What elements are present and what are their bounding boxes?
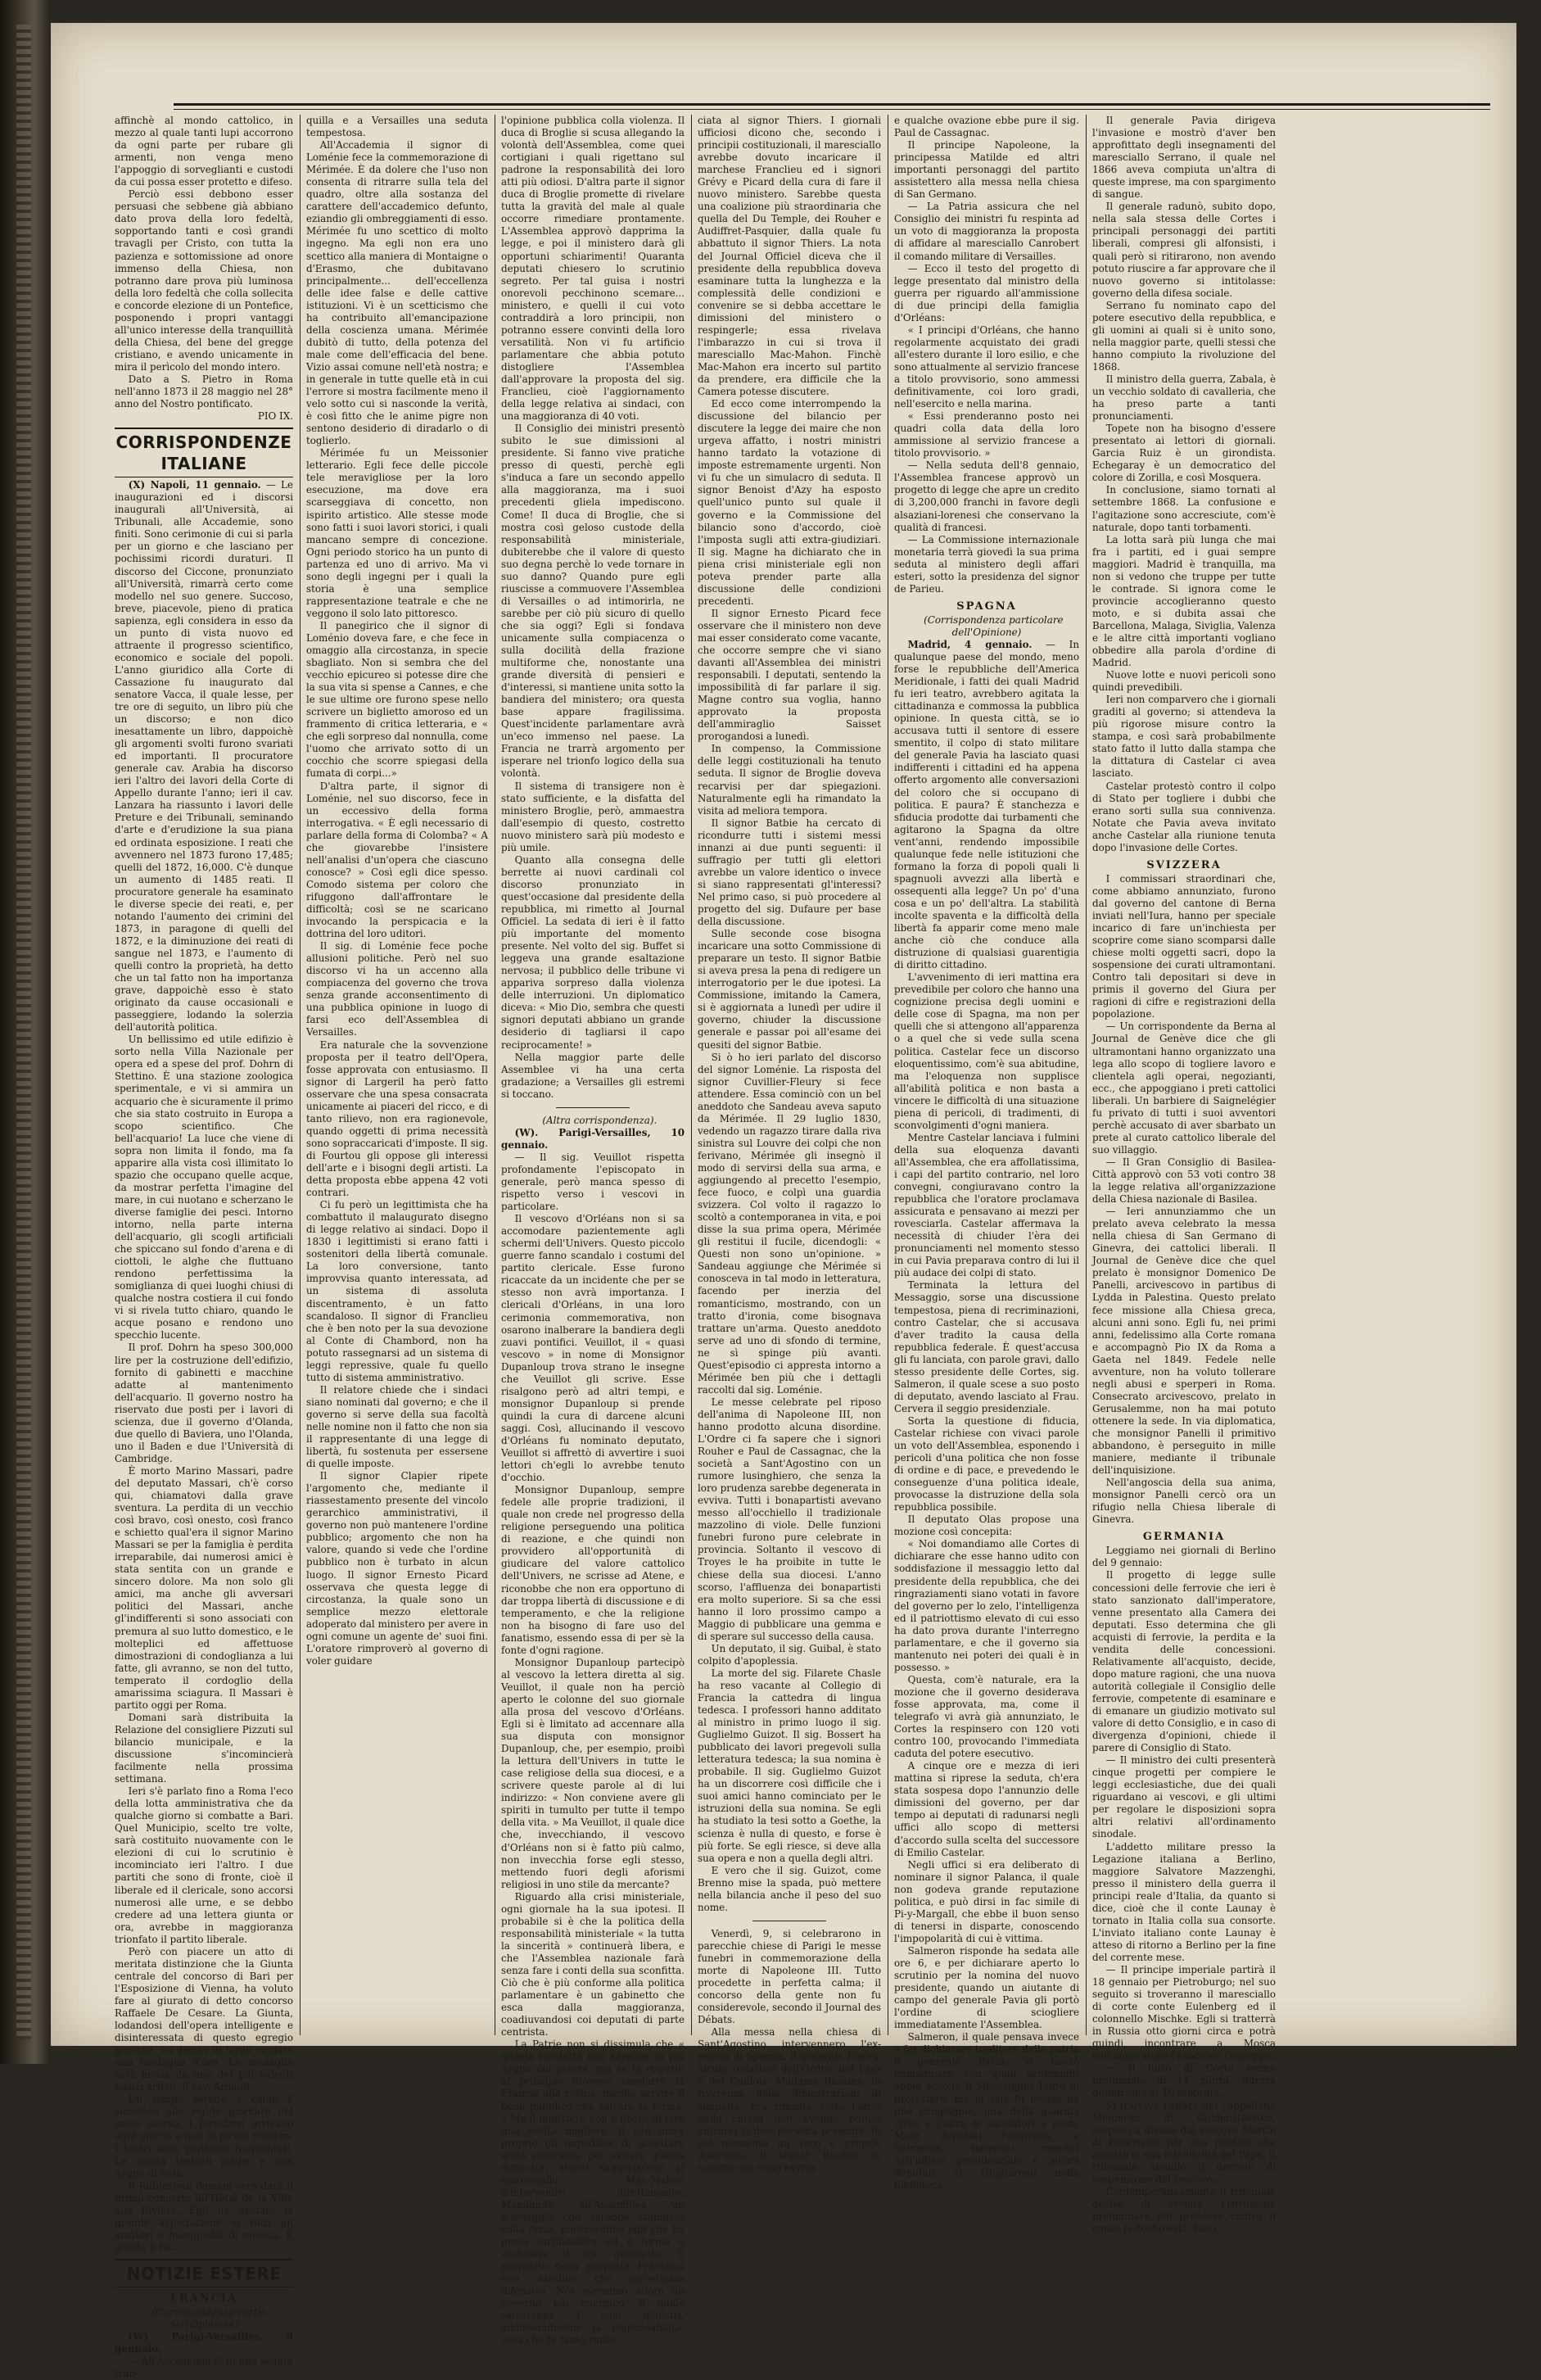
signature: PIO IX. (257, 410, 293, 423)
paragraph: Domani sarà distribuita la Relazione del consigliere Pizzuti sul bilancio municipale, e la discussione s'incomincierà facilmente nella prossima settimana. (115, 1711, 293, 1785)
paragraph: È morto Marino Massari, padre del deputato Massari, ch'è corso qui, chiamatovi dalla grave sventura. La perdita di un vecchio così bravo, così onesto, così franco e schietto qual'era il signor Marino Massari se per la famiglia è perdita irreparabile, dai numerosi amici è stata sentita con un grande e sincero dolore. Ma non solo gli amici, ma anche gli avversari politici del Massari, anche gl'indifferenti si sono associati con premura al suo lutto domestico, e le molteplici ed affettuose dimostrazioni di condoglianza a lui fatte, gli avranno, se non del tutto, temperato il cordoglio della amarissima sciagura. Il Massari è partito oggi per Roma. (115, 1464, 293, 1711)
paragraph: A cinque ore e mezza di ieri mattina si riprese la seduta, ch'era stata sospesa dopo l'annunzio delle dimissioni del governo, per dar tempo ai deputati di radunarsi negli uffici allo scopo di mettersi d'accordo sulla scelta del successore di Emilio Castelar. (894, 1760, 1079, 1858)
paragraph: — Ecco il testo del progetto di legge presentato dal ministro della guerra per riguardo all'ammissione di due principi della famiglia d'Orléans: (894, 262, 1079, 324)
paragraph: Il generale Pavia dirigeva l'invasione e mostrò d'aver ben approfittato degli insegnamenti del maresciallo Serrano, il quale nel 1866 aveva compiuta un'altra di queste imprese, ma con spargimento di sangue. (1092, 115, 1276, 201)
paragraph: Monsignor Dupanloup partecipò al vescovo la lettera diretta al sig. Veuillot, il quale non ha perciò aperto le colonne del suo giornale alla prosa del vescovo d'Orléans. Egli si è limitato ad accennare alla sua disputa con monsignor Dupanloup, che, per esempio, proibì la lettura dell'Univers in tutte le case religiose della sua diocesi, e a scrivere queste parole al di lui indirizzo: « Non conviene avere gli spiriti in tumulto per tutte il tempo della vita. » Ma Veuillot, il quale dice che, invecchiando, il vescovo d'Orléans non si è fatto più calmo, non invecchia forse egli stesso, mettendo fuori degli aforismi religiosi in uno stile da mercante? (501, 1656, 685, 1890)
subheading: (Corrispondenza particolare dell'Opinione) (924, 613, 1064, 638)
paragraph: Contemporaneamente il tribunale decise di avviare l'istruzione preliminare del processo contro il conte Ledochowski. Esso (1092, 2185, 1276, 2234)
column-rule (300, 115, 301, 2035)
paragraph: Il Consiglio dei ministri presentò subito le sue dimissioni al presidente. Si fanno vive pratiche presso di questi, perchè egli s'induca a fare un secondo appello alla maggioranza, ma i suoi precedenti gliela impediscono. Come! Il duca di Broglie, che si mostra così geloso custode della responsabilità ministeriale, dubiterebbe che il valore di questo suo degna perchè lo vede tornare in suo danno? Quando pure egli riuscisse a commuovere l'Assemblea di Versailles o ad intimorirla, ne sarebbe per ciò più sicuro di quello che sia oggi? Egli si fondava unicamente sulla compiacenza o sulla docilità della frazione multiforme che, nonostante una grande diversità di pensieri e d'interessi, si mantiene unita sotto la bandiera del ministero; ora questa base appare fragilissima. Quest'incidente parlamentare avrà un'eco immenso nel paese. La Francia ne trarrà argomento per isperare nel trionfo logico della sua volontà. (501, 423, 685, 780)
paragraph: Questa, com'è naturale, era la mozione che il governo desiderava fosse approvata, ma, come il telegrafo vi avrà già annunziato, le Cortes la respinsero con 120 voti contro 100, provocando l'immediata caduta del potere esecutivo. (894, 1673, 1079, 1760)
column-5 (894, 115, 1079, 2191)
paragraph: — In qualunque paese del mondo, meno forse le repubbliche dell'America Meridionale, i fatti dei quali Madrid fu ieri teatro, avrebbero agitata la cittadinanza e commossa la pubblica opinione. In questa città, se io accusava tutti il sentore di essere smentito, il colpo di stato militare del generale Pavia ha lasciato quasi indifferenti i cittadini ed ha appena offerto argomento alle conversazioni del coloro che si occupano di politica. E paura? È stanchezza e sfiducia prodotte dai turbamenti che agitarono la Spagna da oltre vent'anni, rendendo impossibile qualunque fede nelle istituzioni che formano la forza di popoli quali li spagnuoli avvezzi alla libertà e ossequenti alla legge? Un po' d'una cosa e un po' dell'altra. La stabilità incolte spaventa e la difficoltà della libertà fa apparir come meno male anche ciò che conduce alla distruzione di qualsiasi guarentigia di diritto cittadino. (894, 638, 1079, 971)
paragraph: Quanto alla consegna delle berrette ai nuovi cardinali col discorso pronunziato in quest'occasione dal presidente della repubblica, mi rimetto al Journal Officiel. La sedata di ieri è il fatto più importante del momento presente. Nel volto del sig. Buffet si leggeva una grande esaltazione nervosa; il pubblico delle tribune vi appariva sorpreso dalla violenza delle interruzioni. Un diplomatico diceva: « Mio Dio, sembra che questi signori deputati abbiano un grande desiderio di tagliarsi il capo reciprocamente! » (501, 853, 685, 1051)
paragraph: Il vescovo d'Orléans non si sa accomodare pazientemente agli schermi dell'Univers. Questo piccolo guerre fanno scandalo i costumi del partito clericale. Esse furono ricaccate da un incidente che per se stesso non avrà importanza. I clericali d'Orléans, in una loro cerimonia commemorativa, non osarono inalberare la bandiera degli zuavi pontifici. Veuillot, il « quasi vescovo » in nome di Monsignor Dupanloup trova strano le insegne che Veuillot gli scrive. Esse risalgono però ad altri tempi, e monsignor Dupanloup si prende quindi la cura di darcene alcuni saggi. Così, allucinando il vescovo d'Orléans fu nominato deputato, Veuillot si affrettò di avvertire i suoi lettori ch'egli lo avrebbe tenuto d'occhio. (501, 1213, 685, 1484)
paragraph: Dato a S. Pietro in Roma nell'anno 1873 il 28 maggio nel 28° anno del Nostro pontificato. (115, 373, 293, 410)
paragraph: — Il Gran Consiglio di Basilea-Città approvò con 53 voti contro 38 la legge relativa all'organizzazione della Chiesa nazionale di Basilea. (1092, 1156, 1276, 1206)
paragraph: Nell'angoscia della sua anima, monsignor Panelli cercò ora un rifugio nella Chiesa liberale di Ginevra. (1092, 1477, 1276, 1526)
paragraph: — Nella seduta dell'8 gennaio, l'Assemblea francese approvò un progetto di legge che apre un credito di 3,200,000 franchi in favore degli alsaziani-lorenesi che conservano la qualità di francesi. (894, 459, 1079, 533)
paragraph: Serrano fu nominato capo del potere esecutivo della repubblica, e gli uomini ai quali si è unito sono, nella maggior parte, quelli stessi che hanno compiuto la rivoluzione del 1868. (1092, 299, 1276, 373)
country-heading: FRANCIA (169, 2292, 238, 2305)
column-rule (691, 115, 692, 2035)
paragraph: — Il lutto di Corte venne prolungato di 14 giorni, durerà quindi sino al 10 febbraio. (1092, 2062, 1276, 2099)
paragraph: In conclusione, siamo tornati al settembre 1868. La confusione e l'agitazione sono accresciute, com'è naturale, dopo tanti torbamenti. (1092, 484, 1276, 533)
paragraph: Un tempo sereno e caldo è successo alle rigide giornate del mese scorso. I forestieri arrivano ogni giorno e non in piccol numero. I teatri sono piuttosto frequentati. Le novità teatrali poche e non degne di nota. (115, 2093, 293, 2179)
paragraph: quilla e a Versailles una seduta tempestosa. (306, 115, 488, 139)
country-heading: SPAGNA (956, 600, 1017, 613)
dateline: (W). Parigi-Versailles, 10 gennaio. (501, 1126, 685, 1151)
paragraph: Si ò ho ieri parlato del discorso del signor Loménie. La risposta del signor Cuvillier-Fleury si fece attendere. Essa cominciò con un bel aneddoto che Sandeau aveva saputo da Mérimée. Il 29 luglio 1830, vedendo un ragazzo tirare dalla riva sinistra sul Louvre dei colpi che non ferivano, Mérimée gli insegnò il modo di servirsi della sua arma, e aggiungendo al precetto l'esempio, fece fuoco, e colpì una guardia svizzera. Col volto il ragazzo lo scoltò a contemporanea in vita, e poi disse la sua prima opera, Mérimée gli restitui il fucile, dicendogli: « Questi non sono un'opinione. » Sandeau aggiunge che Mérimée si conosceva in tal modo in letteratura, facendo per inerzia del romanticismo, mostrando, con un tratto d'ironia, come bisognava trattare un'arma. Questo aneddoto serve ad uno di sfondo di termine, ne sì spinge più avanti. Quest'episodio ci appresta intorno a Mérimée ben più che i dettagli raccolti dal sig. Loménie. (698, 1051, 881, 1396)
paragraph: Perciò essi debbono esser persuasi che sebbene già abbiano dato prova della loro fedeltà, sopportando tanti e così grandi travagli per Cristo, con tutta la pazienza e sottomissione ad onore immenso della Chiesa, non potranno dare prova più luminosa della loro fedeltà che colla sollecita e concorde elezione di un Pontefice, posponendo i propri vantaggi all'unico interesse della tranquillità della Chiesa, del bene del gregge cristiano, e avendo unicamente in mira il perìcolo del mondo intero. (115, 188, 293, 373)
paragraph: — La Commissione internazionale monetaria terrà giovedì la sua prima seduta al ministero degli affari esteri, sotto la presidenza del signor de Parieu. (894, 533, 1079, 595)
header-rule (174, 103, 1490, 106)
paragraph: Si trattava l'affare del cappellano Mönnicke di Guldenstaetten, sospeso a divinis dal vescovo Martin di Paderborn per una predica che accettò la sua infallibilità del Papa. Il tribunale annullò il decreto di sospensione del vescovo. (1092, 2099, 1276, 2185)
paragraph: Mérimée fu un Meissonier letterario. Egli fece delle piccole tele meravigliose per la loro esecuzione, ma dove era scarseggiava di concetto, non ispirito artistico. Alle stesse mode sono fatti i suoi lavori storici, i quali mancano sempre di concezione. Ogni periodo storico ha un punto di partenza ed uno di arrivo. Ma vi sono degli ingegni per i quali la storia è una semplice rappresentazione teatrale e che ne veggono il solo lato pittoresco. (306, 447, 488, 619)
paragraph: Il progetto di legge sulle concessioni delle ferrovie che ieri è stato sanzionato dall'imperatore, venne presentato alla Camera dei deputati. Esso determina che gli acquisti di ferrovie, la perdita e la vendita delle concessioni. Relativamente all'acquisto, decide, dopo mature ragioni, che una nuova autorità collegiale il Consiglio delle ferrovie, competente di esaminare e di emanare un giudizio motivato sul valore di detto Consiglio, e in caso di divergenza d'opinioni, chiede il parere di Consiglio di Stato. (1092, 1569, 1276, 1754)
paragraph: Le messe celebrate pel riposo dell'anima di Napoleone III, non hanno prodotto alcuna disordine. L'Ordre ci fa sapere che i signori Rouher e Paul de Cassagnac, che la società a Sant'Agostino con un rumore lusinghiero, che senza la loro prudenza sarebbe degenerata in evviva. Tutti i bonapartisti avevano messo all'occhiello il tradizionale mazzolino di viole. Delle funzioni funebri furono pure celebrate in provincia. Soltanto il vescovo di Troyes le ha proibite in tutte le chiese della sua diocesi. L'anno scorso, l'affluenza dei bonapartisti era molto superiore. Si sa che essi hanno il loro prossimo campo a Maggio di pubblicare una gemma e di sperare sul successo della causa. (698, 1396, 881, 1642)
dateline: (W) Parigi-Versailles, 9 gennaio. (115, 2331, 293, 2355)
paragraph: Il signor Clapier ripete l'argomento che, mediante il riassestamento presente del vincolo gerarchico amministrativi, il governo non può mantenere l'ordine pubblico; argomento che non ha valore, quando si vede che l'ordine pubblico non è turbato in alcun luogo. Il signor Ernesto Picard osservava che questa legge di circostanza, la quale sono un semplice mezzo elettorale adoperato dal ministero per avere in ogni comune un agente de' suoi fini. L'oratore rimproverò al governo di voler guidare (306, 1470, 488, 1667)
paragraph: Nuove lotte e nuovi pericoli sono quindi prevedibili. (1092, 669, 1276, 694)
paragraph: Però con piacere un atto di meritata distinzione che la Giunta centrale del concorso di Bari per l'Esposizione di Vienna, ha voluto fare al giurato di detto concorso Raffaele De Cesare. La Giunta, lodandosi dell'opera intelligente e disinteressata di questo egregio giovane, ha deciso di fargli coniare una medaglia d'oro. La medaglia sarà incisa da uno dei più valenti nostri artisti, il cav. Arnaud. (115, 1945, 293, 2093)
paragraph: e qualche ovazione ebbe pure il sig. Paul de Cassagnac. (894, 115, 1079, 139)
paragraph: Il relatore chiede che i sindaci siano nominati dal governo; e che il governo si serve della sua facoltà nelle nomine non il fatto che non sia il rappresentante di una legge di libertà, fu sostenuta per essersene di quelle imposte. (306, 1383, 488, 1470)
paragraph: La lotta sarà più lunga che mai fra i partiti, ed i guai sempre maggiori. Madrid è tranquilla, ma non si vedono che truppe per tutte le contrade. Si ignora come le provincie accoglieranno questo moto, e si dubita assai che Barcellona, Malaga, Siviglia, Valenza e le altre città importanti vogliano obbedire alla parola d'ordine di Madrid. (1092, 533, 1276, 669)
paragraph: Il signor Ernesto Picard fece osservare che il ministero non deve mai esser considerato come vacante, che occorre sempre che vi siano davanti all'Assemblea dei ministri responsabili. I deputati, sentendo la impossibilità di far parlare il sig. Magne contro sua voglia, hanno approvato la proposta dell'ammiraglio Saisset prorogandosi a lunedì. (698, 607, 881, 743)
paragraph: Il prof. Dohrn ha speso 300,000 lire per la costruzione dell'edifizio, fornito di gabinetti e macchine adatte al mantenimento dell'acquario. Il governo nostro ha riservato due posti per i lavori di scienza, due il governo d'Olanda, due quello di Baviera, uno l'Olanda, uno il Baden e due l'Università di Cambridge. (115, 1342, 293, 1464)
paragraph: l'opinione pubblica colla violenza. Il duca di Broglie si scusa allegando la volontà dell'Assemblea, come quei cortigiani i quali rigettano sul padrone la responsabilità dei loro atti più odiosi. D'altra parte il signor duca di Broglie promette di rivelare tutta la gravità del male al quale occorre rimediare prontamente. L'Assemblea approvò dapprima la legge, e poi il ministero darà gli opportuni schiarimenti! Quaranta deputati chiesero lo scrutinio segreto. Per tal guisa i nostri onorevoli pecchinono scemare... ministero, e quelli il cui voto contraddirà a loro principii, non potranno essere convinti della loro versatilità. Non vi fu artificio parlamentare che abbia potuto distogliere l'Assemblea dall'approvare la proposta del sig. Franclieu, cioè l'aggiornamento della legge relativa ai sindaci, con una maggioranza di 40 voti. (501, 115, 685, 423)
paragraph: La morte del sig. Filarete Chasle ha reso vacante al Collegio di Francia la cattedra di lingua tedesca. I professori hanno additato al ministro in primo luogo il sig. Guglielmo Guizot. Il sig. Bossert ha pubblicato dei lavori pregevoli sulla letteratura tedesca; la sua nomina è probabile. Il sig. Guglielmo Guizot ha un discorrere così difficile che i suoi amici hanno cominciato per le istruzioni della sua nomina. Se egli ha studiato la tesi sotto a Goethe, la scienza è nulla di questo, e forse è più forte. Se egli riesce, si deve alla sua opera e non a quella degli altri. (698, 1667, 881, 1864)
column-6 (1092, 115, 1276, 2234)
paragraph: I commissari straordinari che, come abbiamo annunziato, furono dal governo del cantone di Berna inviati nell'Iura, hanno per speciale incarico di fare un'inchiesta per scoprire come siano scomparsi dalle chiese molti oggetti sacri, dopo la sospensione dei curati ultramontani. Contro tali depositari si deve in primis il governo del Giura per ragioni di cifre e registrazioni della popolazione. (1092, 872, 1276, 1020)
book-binding (0, 0, 49, 2064)
paragraph: Riguardo alla crisi ministeriale, ogni giornale ha la sua ipotesi. Il probabile si è che la politica della responsabilità ministeriale « la tutta la sincerità » continuerà libera, e che l'Assemblea nazionale farà senza fare i conti della sua sconfitta. Ciò che è più conforme alla politica parlamentare è un gabinetto che esca dalla maggioranza, coadiuvandosi coi deputati di parte centrista. (501, 1890, 685, 2038)
paragraph: Il principe Napoleone, la principessa Matilde ed altri importanti personaggi del partito assistettero alla messa nella chiesa di San Germano. (894, 139, 1079, 201)
paragraph: Topete non ha bisogno d'essere presentato ai lettori di giornali. Garcia Ruiz è un girondista. Echegaray è un democratico del colore di Zorilla, e così Mosquera. (1092, 423, 1276, 484)
country-heading: GERMANIA (1142, 1531, 1226, 1544)
paragraph: « Noi domandiamo alle Cortes di dichiarare che esse hanno udito con soddisfazione il messaggio letto dal presidente della repubblica, che dei ringraziamenti siano votati in favore del governo per lo zelo, l'intelligenza ed il patriottismo elevato di cui esso ha dato prova durante l'interregno parlamentare, e che il governo sia mantenuto nei poteri dei quali è in possesso. » (894, 1538, 1079, 1673)
paragraph: — Il sig. Veuillot rispetta profondamente l'episcopato in generale, però manca spesso di rispetto verso i vescovi in particolare. (501, 1151, 685, 1213)
paragraph: « Essi prenderanno posto nei quadri colla data della loro ammissione al servizio francese a titolo provvisorio. » (894, 410, 1079, 459)
paragraph: Ed ecco come interrompendo la discussione del bilancio per discutere la legge dei maire che non urgeva affatto, i nostri ministri hanno tardato la votazione di imposte estremamente urgenti. Non vi fu che un simulacro di seduta. Il signor Benoist d'Azy ha esposto quell'unico punto sul quale il governo e la Commissione del bilancio sono d'accordo, cioè l'imposta sugli atti extra-giudiziari. Il sig. Magne ha dichiarato che in piena crisi ministeriale egli non poteva prender parte alla discussione delle condizioni precedenti. (698, 398, 881, 607)
paragraph: — Le inaugurazioni ed i discorsi inaugurali all'Università, ai Tribunali, alle Accademie, sono finiti. Sono cerimonie di cui si parla per un giorno e che lasciano per pochissimi ricordi duraturi. Il discorso del Ciccone, pronunziato all'Università, rimarrà certo come modello nel suo genere. Succoso, breve, piacevole, pieno di pratica sapienza, egli considera in esso da un punto di vista nuovo ed attraente il progresso scientifico, economico e sociale del popoli. L'anno giuridico alla Corte di Cassazione fu inaugurato dal senatore Vacca, il quale lesse, per tre ore di seguito, un libro più che un discorso; e non dico inesattamente un libro, dappoichè gli argomenti svolti furono svariati ed importanti. Il procuratore generale cav. Arabia ha discorso ieri l'altro dei lavori della Corte di Appello durante l'anno; ieri il cav. Lanzara ha riassunto i lavori delle Preture e dei Tribunali, seminando d'arte e d'erudizione la sua piana ed ordinata esposizione. I reati che avvennero nel 1873 furono 17,485; quelli del 1872, 16,000. C'è dunque un aumento di 1485 reati. Il procuratore generale ha esaminato le diverse specie dei reati, e, per notando l'aumento dei crimini del 1873, in paragone di quelli del 1872, e la diminuzione dei reati di sangue nel 1873, e l'aumento di quelli contro la proprietà, ha detto che un tal fatto non ha importanza grave, dappoichè esso è stato originato da cause occasionali e passeggiere, lodando la solerzia dell'autorità politica. (115, 479, 293, 1034)
paragraph: Era naturale che la sovvenzione proposta per il teatro dell'Opera, fosse approvata con entusiasmo. Il signor di Largeril ha però fatto osservare che una spesa consacrata unicamente ai piaceri del ricco, e di tanto rilievo, non era ragionevole, quando oggetti di prima necessità sono sopraccaricati d'imposte. Il sig. di Fourtou gli oppose gli interessi dell'arte e i bisogni degli artisti. La detta proposta ebbe appena 42 voti contrari. (306, 1038, 488, 1199)
paragraph: Leggiamo nei giornali di Berlino del 9 gennaio: (1092, 1545, 1276, 1569)
paragraph: Il generale radunò, subito dopo, nella sala stessa delle Cortes i principali personaggi dei partiti liberali, compresi gli alfonsisti, i quali però si ritirarono, non avendo potuto riuscire a far approvare che il nuovo governo si intitolasse: governo della difesa sociale. (1092, 201, 1276, 299)
section-heading: CORRISPONDENZE ITALIANE (115, 428, 293, 477)
paragraph: Il sig. di Loménie fece poche allusioni politiche. Però nel suo discorso vi ha un accenno alla compiacenza del governo che trova senza grande acconsentimento di una pubblica opinione in luogo di farsi eco dell'Assemblea di Versailles. (306, 940, 488, 1038)
dateline: Madrid, 4 gennaio. (907, 638, 1033, 650)
paragraph: Ci fu però un legittimista che ha combattuto il malaugurato disegno di legge relativo ai sindaci. Dopo il 1830 i legittimisti si erano fatti i sostenitori della libertà comunale. La loro conversione, tanto improvvisa quanto interessata, ad un sistema di assoluta discentramento, è un fatto scandaloso. Il signor di Franclieu che è ben noto per la sua devozione al Conte di Chambord, non ha potuto rassegnarsi ad un sistema di leggi repressive, quale fu quello tutto di sistema amministrativo. (306, 1199, 488, 1383)
paragraph: Monsignor Dupanloup, sempre fedele alle proprie tradizioni, il quale non crede nel progresso della religione perseguendo una politica di reazione, e che quindi non provvidero all'opportunità di giudicare del valore cattolico dell'Univers, ne scrisse ad Atene, e riconobbe che non era opportuno di dar troppa libertà di discussione e di temperamento, e che la religione non ha bisogno di fare uso del fanatismo, essendo essa di per sè la fonte d'ogni ragione. (501, 1484, 685, 1656)
country-heading: SVIZZERA (1146, 858, 1222, 871)
paragraph: Il panegirico che il signor di Loménio doveva fare, e che fece in omaggio alla circostanza, in specie sbagliato. Non si sembra che del vecchio epicureo si potesse dire che la sua vita si spense a Cannes, e che le sue ultime ore furono spese nello scrivere un biglietto amoroso ed un frammento di critica letteraria, e « che egli sorpreso dal nonnulla, come l'uomo che arrivato sotto di un cocchio che scorre spiegasi della fumata di corpi...» (306, 619, 488, 780)
paragraph: Ieri s'è parlato fino a Roma l'eco della lotta amministrativa che da qualche giorno si combatte a Bari. Quel Municipio, scelto tre volte, sarà costituito nuovamente con le elezioni di cui lo scrutinio è incominciato ieri l'altro. I due partiti che sono di fronte, cioè il liberale ed il clericale, sono accorsi numerosi alle urne, e se debbo credere ad una lettera giunta or ora, avrebbe in maggioranza trionfato il partito liberale. (115, 1785, 293, 1945)
paragraph: Un deputato, il sig. Guibal, è stato colpito d'apoplessia. (698, 1642, 881, 1667)
paragraph: affinchè al mondo cattolico, in mezzo al quale tanti lupi accorrono da ogni parte per rubare gli armenti, non venga meno l'appoggio di sorveglianti e custodi da cui possa esser protetto e difeso. (115, 115, 293, 188)
paragraph: Negli uffici si era deliberato di nominare il signor Palanca, il quale non godeva grande reputazione politica, e può dirsi in fac simile di Pi-y-Margall, che ebbe il buon senso di tenersi in disparte, conoscendo l'impopolarità di cui è vittima. (894, 1858, 1079, 1944)
paragraph: Terminata la lettura del Messaggio, sorse una discussione tempestosa, piena di recriminazioni, contro Castelar, che si accusava d'aver tradito la causa della repubblica federale. È quest'accusa gli fu lanciata, con parole gravi, dallo stesso presidente delle Cortes, sig. Salmeron, il quale scese a suo posto di deputato, avendo lasciato al Frau. Cervera il seggio presidenziale. (894, 1279, 1079, 1414)
paragraph: La Patrie non si dissimula che « questa condotta non sarebbe la più degna del potere; ma se la rispetto al principio dovesse condurre la Francia alla rovina, meglio servire il bene pubblico che salvare la forma. » Ma il ministero non è libero di fare una scelta migliore. Il suo amor proprio gli impedisce di accettare aiuto contrario; per evitare questa difficoltà, alcuni suggeriscono al maresciallo Mac-Mahon d'intervenire direttamente. Mandando all'Assemblea un messaggio che sarebbe stampato colla forza, mostrerebbe egli che ha preso un'iniziativa ed è fermo a sostenere il suo gabinetto. Il proposito della proposta Franclieu non sarebbe che un'ostinata difensiva. Noi avremmo allora un governo più energico, il quale salverebbe i suoi ministri, addossandosene la responsabilità, cosa che fu tanto rinfac- (501, 2038, 685, 2346)
paragraph: Il deputato Olas propose una mozione così concepita: (894, 1514, 1079, 1538)
paragraph: — All'Accademia ci fu una seduta tran- (115, 2355, 293, 2380)
paragraph: D'altra parte, il signor di Loménie, nel suo discorso, fece in un eccessivo della forma interrogativa. « È egli necessario di parlare della forma di Colomba? « A che giovarebbe l'insistere nell'analisi d'un'opera che ciascuno conosce? » Così egli dice spesso. Comodo sistema per coloro che rifuggono dall'affrontare le difficoltà; così se ne scaricano invocando la perspicacia e la dottrina del loro uditori. (306, 780, 488, 940)
paragraph: Il Rubinstein domani sera darà il primo concerto all'Hôtel de la Ville alla Riviera. Egli ha destato la grande aspettazione di tutti gli amatori e buongustai di musica. È giunto il Re. (115, 2179, 293, 2253)
paragraph: — La Patria assicura che nel Consiglio dei ministri fu respinta ad un voto di maggioranza la proposta di affidare al maresciallo Canrobert il comando militare di Versailles. (894, 201, 1079, 262)
column-4 (698, 115, 881, 2174)
paragraph: Mentre Castelar lanciava i fulmini della sua eloquenza davanti all'Assemblea, che era affollatissima, i capi del partito contrario, nel loro convegni, congiuravano contro la repubblica che l'oratore proclamava assicurata e pensavano ai mezzi per rovesciarla. Castelar affermava la necessità di chiuder l'èra dei pronunciamenti nel momento stesso in cui Pavia preparava contro di lui il più audace dei colpi di stato. (894, 1131, 1079, 1279)
paragraph: Il ministro della guerra, Zabala, è un vecchio soldato di cavalleria, che ha preso parte a tanti pronunciamenti. (1092, 373, 1276, 423)
divider (556, 1107, 630, 1108)
paragraph: — Il principe imperiale partirà il 18 gennaio per Pietroburgo; nel suo seguito si troveranno il maresciallo di corte conte Eulenberg ed il colonnello Mischke. Egli si tratterrà in Russia otto giorni circa e potrà quindi incontrare a Mosca coll'imperatore Francesco Giuseppe. (1092, 1963, 1276, 2062)
paragraph: In compenso, la Commissione delle leggi costituzionali ha tenuto seduta. Il signor de Broglie doveva recarvisi per dar spiegazioni. Naturalmente egli ha rimandato la visita ad meliora tempora. (698, 743, 881, 817)
newspaper-page (51, 23, 1516, 2380)
paragraph: Venerdì, 9, si celebrarono in parecchie chiese di Parigi le messe funebri in commemorazione della morte di Napoleone III. Tutto procedette in perfetta calma; il concorso della gente non fu considerevole, secondo il Journal des Débats. (698, 1927, 881, 2026)
section-heading: NOTIZIE ESTERE (115, 2259, 293, 2287)
paragraph: — Ieri annunziammo che un prelato aveva celebrato la messa nella chiesa di San Germano di Ginevra, dei cattolici liberali. Il Journal de Genève dice che quel prelato è monsignor Domenico De Panelli, arcivescovo in partibus di Lydda in Palestina. Questo prelato fece missione alla Chiesa greca, alcuni anni sono. Egli fu, nei primi anni, fedelissimo alla Corte romana e accompagnò Pio IX da Roma a Gaeta nel 1849. Fedele nelle avventure, non ha voluto tollerare negli abusi e sperperi in Roma. Consecrato arcivescovo, prelato in Gerusalemme, non ha mai potuto ottenere la sede. In via diplomatica, che monsignor Panelli il primitivo abbandono, è perseguito in mille maniere, mediante il tribunale dell'inquisizione. (1092, 1206, 1276, 1477)
paragraph: Un bellissimo ed utile edifizio è sorto nella Villa Nazionale per opera ed a spese del prof. Dohrn di Stettino. È una stazione zoologica sperimentale, e vi si ammira un acquario che è sicuramente il primo che sia stato costruito in Europa a scopo scientifico. Che bell'acquario! La luce che viene di sopra non limita il fondo, ma fa apparire alla vista così illimitato lo spazio che occupano quelle acque, da mostrar perfetta l'imagine del mare, in cui nuotano e scherzano le diverse famiglie dei pesci. Intorno intorno, nella parte interna dell'acquario, gli scogli artificiali che spiccano sul fondo d'arena e di ciottoli, le alghe che fluttuano rendono perfettissima la somiglianza di quei luoghi chiusi di qualche nostra costiera il cui fondo vi si rivela tutto chiaro, quando le acque posano e rendono uno specchio lucente. (115, 1034, 293, 1342)
subheading: (Corrispondenza partic. dell'Opinione) (151, 2305, 270, 2331)
column-1 (115, 115, 293, 2380)
paragraph: Il sistema di transigere non è stato sufficiente, e la disfatta del ministero Broglie, però, ammaestra dall'esempio di questo, costretto nuovo ministero sarà più modesto e più umile. (501, 780, 685, 853)
paragraph: Salmeron, il quale pensava invece a far dichiarare traditore della patria il generale Pavia, vi lasciò immaginare con quali sentimenti abbia accolto il Messaggio! Tentò di protestare, ma la sala fu invasa da due compagnie, una della guardia civile e l'altra di cacciatori a piedi. Molti deputati fuggirono, e Salmeron, parecchi membri dell'ufficio presidenziale e alcuni deputati si rifugiarono nella biblioteca. (894, 2031, 1079, 2191)
paragraph: « I principi d'Orléans, che hanno regolarmente acquistato dei gradi all'estero durante il loro esilio, e che sono attualmente al servizio francese a titolo provvisorio, sono ammessi definitivamente, coi loro gradi, nell'esercito e nella marina. (894, 324, 1079, 410)
paragraph: Sorta la questione di fiducia, Castelar richiese con vivaci parole un voto dell'Assemblea, esponendo i pericoli d'una politica che non fosse di ordine e di pace, e prevedendo le conseguenze d'una politica ideale, provocasse la distruzione della sola repubblica possibile. (894, 1414, 1079, 1514)
paragraph: Salmeron risponde ha sedata alle ore 6, e per dichiarare aperto lo scrutinio per la nomina del nuovo presidente, quando un aiutante di campo del generale Pavia gli portò l'ordine di sciogliere immediatamente l'Assemblea. (894, 1944, 1079, 2031)
paragraph: Nella maggior parte delle Assemblee vi ha una certa gradazione; a Versailles gli estremi si toccano. (501, 1051, 685, 1100)
paragraph: Alla messa nella chiesa di Sant'Agostino intervennero l'ex-regina di Spagna, il generale Fleury, alcuni redattori dell'Ordre, del Pays e del Gaulois. Madama Bazaine, in riverenza delle dimostrazioni di simpatia, era rimasta sotto l'atrio della chiesa non avendo potuto entrarvi ci dice persona presente, fu nel momento un vero e proprio disordine. Il signor Rouher fu accolto con degli evviva (698, 2026, 881, 2174)
column-rule (1086, 115, 1087, 2035)
paragraph: E vero che il sig. Guizot, come Brenno mise la spada, può mettere nella bilancia anche il peso del suo nome. (698, 1864, 881, 1913)
paragraph: ciata al signor Thiers. I giornali ufficiosi dicono che, secondo i principii costituzionali, il maresciallo avrebbe dovuto incaricare il marchese Franclieu ed i signori Grévy e Picard della cura di fare il nuovo ministero. Sarebbe questa una coalizione più straordinaria che quella del Du Temple, dei Rouher e Audiffret-Pasquier, dalla quale fu abbattuto il signor Thiers. La nota del Journal Officiel diceva che il presidente della repubblica doveva esaminare tutta la lunghezza e la complessità delle condizioni e convenire se si debba accettare le dimissioni del ministero o respingerle; essa rivelava l'imbarazzo in cui si trova il maresciallo Mac-Mahon. Finchè Mac-Mahon era incerto sul partito da prendere, era difficile che la Camera potesse discutere. (698, 115, 881, 398)
subheading: (Altra corrispondenza). (542, 1114, 658, 1126)
paragraph: Castelar protestò contro il colpo di Stato per togliere i dubbi che erano sorti sulla sua connivenza. Notate che Pavia aveva invitato anche Castelar alla riunione tenuta dopo l'invasione delle Cortes. (1092, 780, 1276, 853)
paragraph: Il signor Batbie ha cercato di ricondurre tutti i sistemi messi innanzi ai due punti seguenti: il suffragio per tutti gli elettori avrebbe un valore identico o invece si siano rappresentati gl'interessi? Nel primo caso, si può procedere al progetto del sig. Dufaure per base della discussione. (698, 817, 881, 928)
paragraph: — Un corrispondente da Berna al Journal de Genève dice che gli ultramontani hanno organizzato una lega allo scopo di togliere lavoro e clientela agli operai, negozianti, ecc., che appoggiano i preti cattolici liberali. Un barbiere di Saignelégier fu privato di tutti i suoi avventori perchè accusato di aver sbarbato un prete al curato cattolico liberale del suo villaggio. (1092, 1020, 1276, 1156)
paragraph: All'Accademia il signor di Loménie fece la commemorazione di Mérimée. È da dolere che l'uso non consenta di ritrarre sulla tela del quadro, oltre alla sostanza del carattere dell'accademico defunto, eziandio gli ombreggiamenti di esso. Mérimée fu uno scettico di molto ingegno. Ma egli non era uno scettico alla maniera di Montaigne o d'Erasmo, che dubitavano principalmente... dell'eccellenza delle idee false e delle cattive istituzioni. Vi è un scetticismo che ha contribuito all'emancipazione della coscienza umana. Mérimée dubitò di tutto, della potenza del male come dell'efficacia del bene. Vizio assai comune nell'età nostra; e in generale in tutte quelle età in cui l'errore si mostra facilmente meno il velo sotto cui si nasconde la verità, è così fitto che le anime pigre non sentono desiderio di diradarlo o di toglierlo. (306, 139, 488, 447)
paragraph: L'avvenimento di ieri mattina era prevedibile per coloro che hanno una cognizione precisa degli uomini e delle cose di Spagna, ma non per quelli che si attengono all'apparenza o a quel che si vede sulla scena politica. Castelar fece un discorso eloquentissimo, com'è sua abitudine, ma l'eloquenza non supplisce all'abilità politica e non basta a vincere le difficoltà di una situazione piena di pericoli, di tradimenti, di sconvolgimenti d'ogni maniera. (894, 971, 1079, 1131)
column-3 (501, 115, 685, 2346)
paragraph: Sulle seconde cose bisogna incaricare una sotto Commissione di preparare un testo. Il signor Batbie si aveva presa la pena di redigere un interrogatorio per le due ipotesi. La Commissione, imitando la Camera, si è aggiornata a lunedì per udire il governo, chiuder la discussione generale e passar poi all'esame dei quesiti del signor Batbie. (698, 928, 881, 1051)
paragraph: — Il ministro dei culti presenterà cinque progetti per compiere le leggi ecclesiastiche, due dei quali riguardano ai vescovi, e gli ultimi per regolare le disposizioni sopra altri relativi all'ordinamento sinodale. (1092, 1754, 1276, 1840)
paragraph: Ieri non comparvero che i giornali graditi al governo; si attendeva la più rigorose misure contro la stampa, e così sarà probabilmente stato fatto il lutto dalla stampa che la dittatura di Castelar ci avea lasciato. (1092, 694, 1276, 780)
dateline: (X) Napoli, 11 gennaio. (128, 479, 261, 491)
column-2 (306, 115, 488, 2035)
paragraph: L'addetto militare presso la Legazione italiana a Berlino, maggiore Salvatore Mazzenghi, presso il ministero della guerra il principi reale d'Italia, da quanto si dice, cioè che il conte Launay è tornato in Italia colla sua consorte. L'inviato italiano conte Launay è atteso di ritorno a Berlino per la fine del corrente mese. (1092, 1840, 1276, 1963)
